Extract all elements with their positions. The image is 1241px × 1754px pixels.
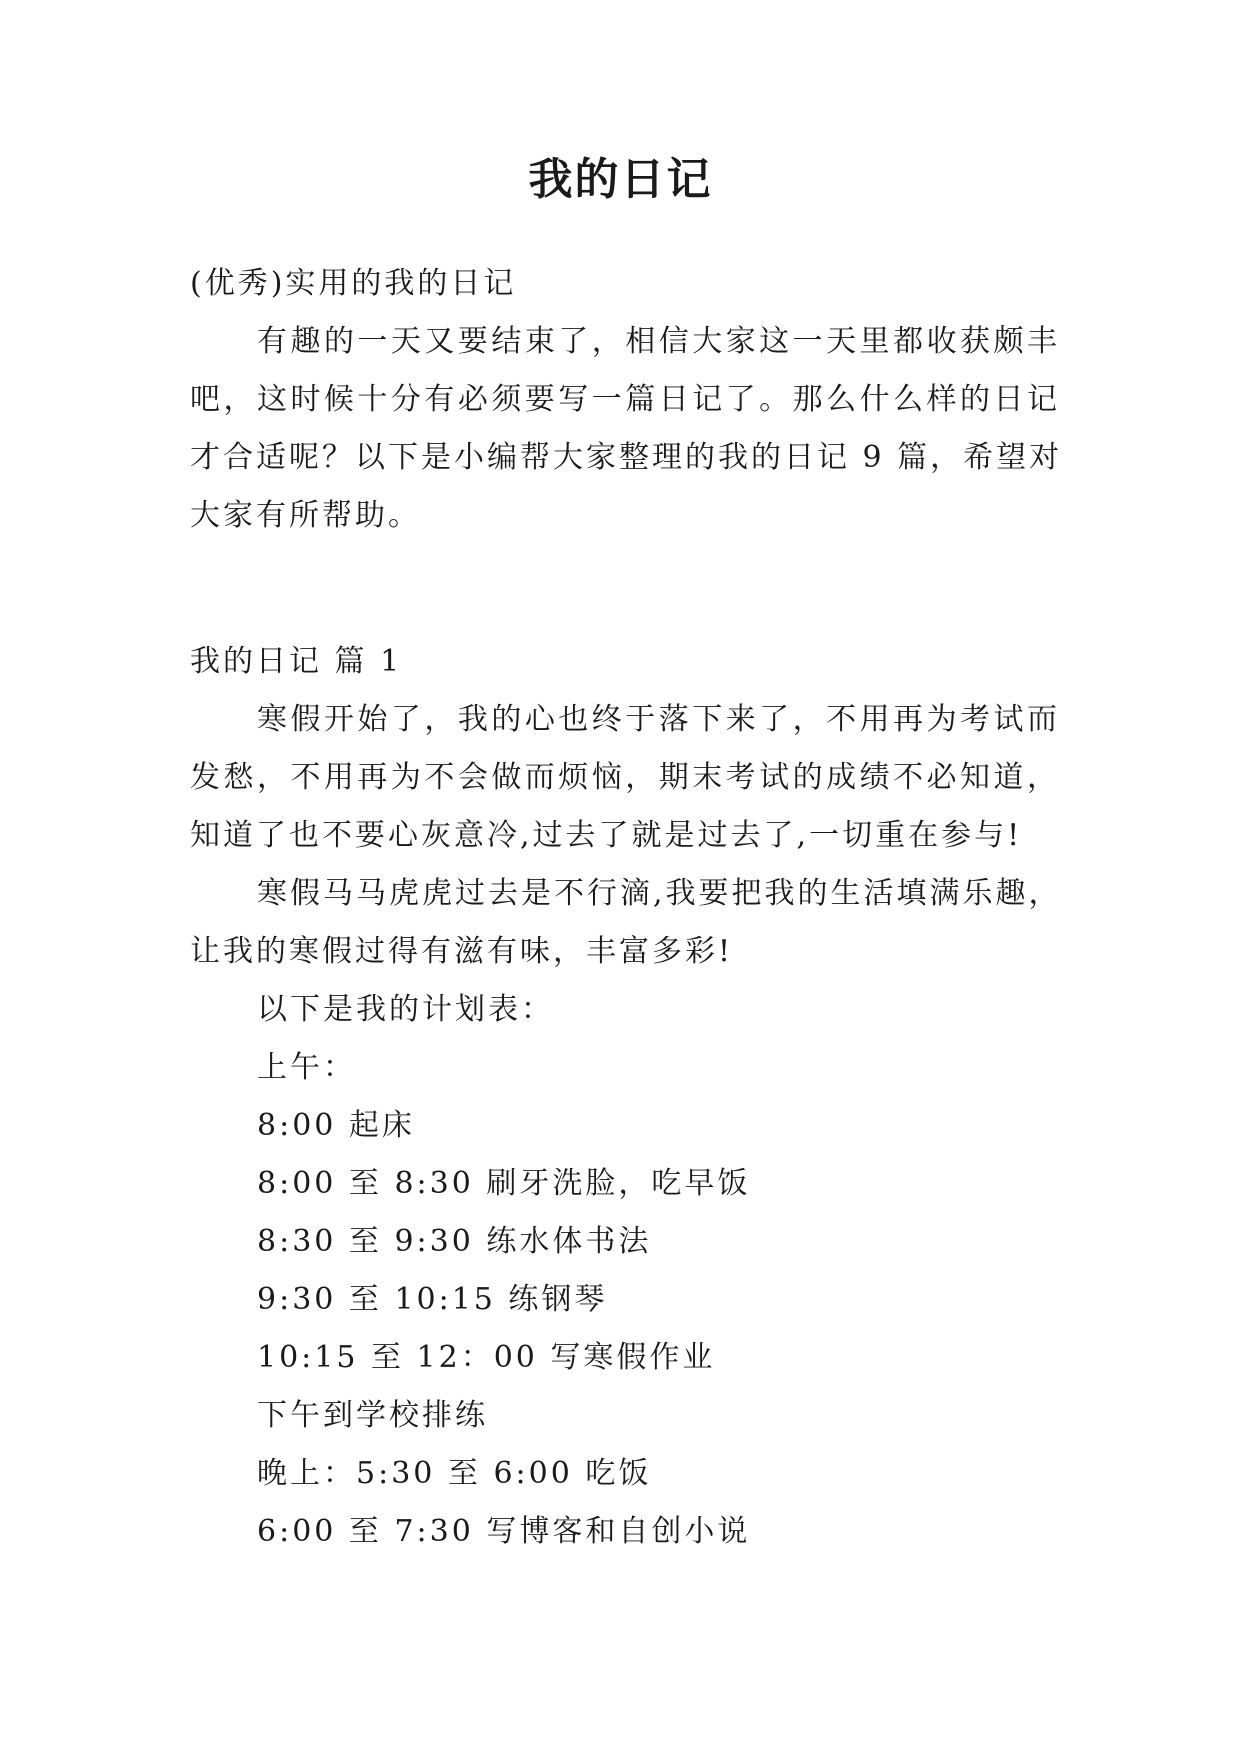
section-heading: 我的日记 篇 1 — [190, 644, 403, 679]
paragraph-line: 寒假开始了，我的心也终于落下来了，不用再为考试而 — [257, 702, 1060, 737]
document-subtitle: (优秀)实用的我的日记 — [190, 266, 517, 301]
schedule-line: 8:00 至 8:30 刷牙洗脸，吃早饭 — [257, 1166, 751, 1201]
schedule-line: 下午到学校排练 — [257, 1398, 488, 1433]
schedule-line: 9:30 至 10:15 练钢琴 — [257, 1282, 608, 1317]
schedule-line: 上午： — [257, 1050, 356, 1085]
intro-line: 才合适呢？以下是小编帮大家整理的我的日记 9 篇，希望对 — [190, 440, 1063, 475]
intro-line: 大家有所帮助。 — [190, 498, 421, 533]
intro-line: 有趣的一天又要结束了，相信大家这一天里都收获颇丰 — [257, 324, 1060, 359]
document-title: 我的日记 — [528, 154, 713, 205]
schedule-line: 以下是我的计划表： — [257, 992, 554, 1027]
paragraph-1 — [190, 691, 1060, 865]
schedule-line: 6:00 至 7:30 写博客和自创小说 — [257, 1514, 751, 1549]
paragraph-line: 寒假马马虎虎过去是不行滴,我要把我的生活填满乐趣， — [257, 876, 1062, 911]
intro-paragraph — [190, 313, 1063, 545]
paragraph-line: 知道了也不要心灰意冷,过去了就是过去了,一切重在参与! — [190, 818, 1023, 853]
schedule-line: 8:00 起床 — [257, 1108, 415, 1143]
schedule-line: 8:30 至 9:30 练水体书法 — [257, 1224, 652, 1259]
section-spacer — [190, 545, 1060, 633]
schedule-line: 晚上：5:30 至 6:00 吃饭 — [257, 1456, 652, 1491]
schedule-line: 10:15 至 12：00 写寒假作业 — [257, 1340, 716, 1375]
intro-line: 吧，这时候十分有必须要写一篇日记了。那么什么样的日记 — [190, 382, 1060, 417]
paragraph-2 — [190, 865, 1060, 981]
paragraph-line: 发愁，不用再为不会做而烦恼，期末考试的成绩不必知道， — [190, 760, 1060, 795]
document-body — [190, 255, 1063, 1561]
schedule-list — [190, 981, 1060, 1561]
paragraph-line: 让我的寒假过得有滋有味，丰富多彩! — [190, 934, 734, 969]
